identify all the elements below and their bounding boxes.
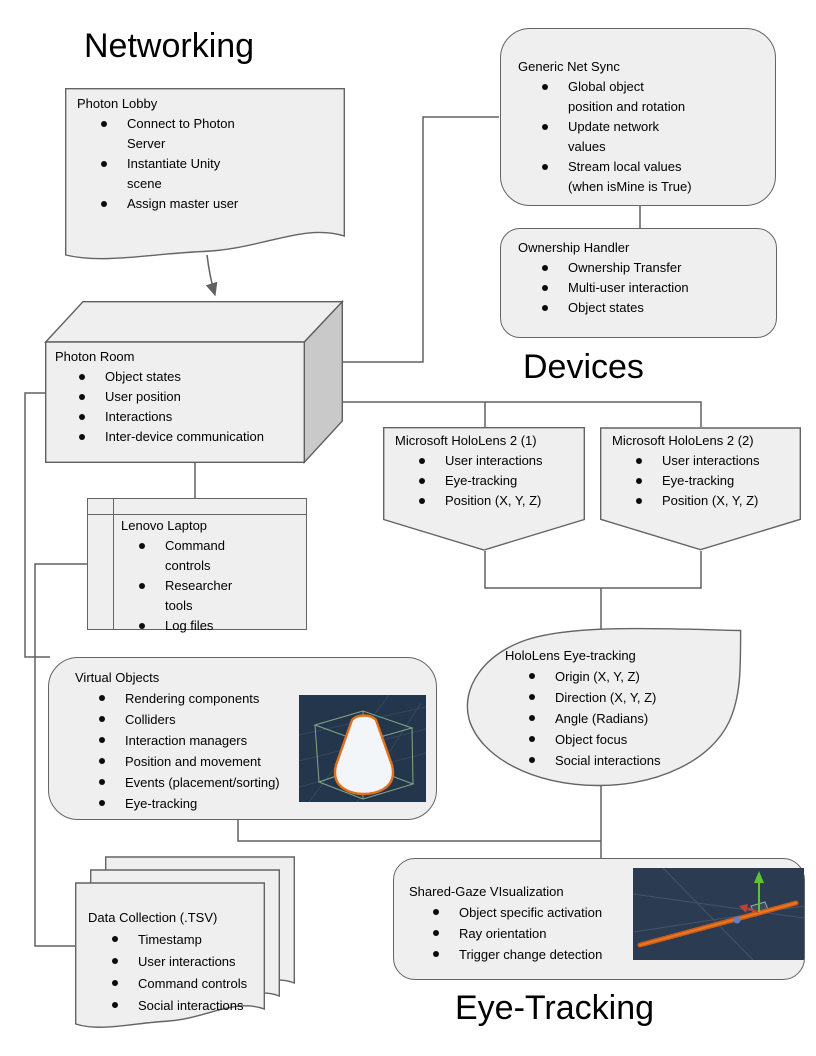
bullet-text: Researcher tools <box>165 578 233 613</box>
bullet-item <box>419 451 594 471</box>
bullet-item <box>99 793 324 814</box>
node-ownership-handler <box>500 228 777 338</box>
connector-room-to-hololens <box>343 402 701 427</box>
bullet-dot <box>529 757 535 763</box>
bullet-text: Command controls <box>138 976 248 991</box>
bullet-dot <box>112 958 118 964</box>
node-data-collection <box>75 855 295 1035</box>
node-hololens-2 <box>600 427 801 551</box>
bullet-dot <box>79 374 85 380</box>
bullet-dot <box>112 1002 118 1008</box>
bullet-text: Update network values <box>568 119 660 154</box>
node-photon-lobby <box>65 88 345 265</box>
bullet-item <box>542 117 692 157</box>
bullet-item <box>99 730 324 751</box>
bullet-text: Object focus <box>555 732 628 747</box>
bullet-item <box>79 407 309 427</box>
bullet-dot <box>79 434 85 440</box>
bullet-dot <box>529 715 535 721</box>
bullet-item <box>419 471 594 491</box>
bullet-item <box>529 708 729 729</box>
node-title: Photon Lobby <box>77 96 158 111</box>
node-title: Shared-Gaze VIsualization <box>409 884 564 899</box>
bullet-dot <box>139 583 145 589</box>
bullet-text: Command controls <box>165 538 225 573</box>
bullet-item <box>101 114 253 154</box>
gizmo-blue-handle <box>734 917 741 924</box>
bullet-dot <box>529 694 535 700</box>
bullet-item <box>529 729 729 750</box>
bullet-text: Ray orientation <box>459 926 547 941</box>
bullet-text: User interactions <box>138 954 236 969</box>
bullet-text: Object states <box>568 300 644 315</box>
bullet-text: Social interactions <box>555 753 661 768</box>
bullet-dot <box>101 161 107 167</box>
bullet-text: User position <box>105 389 181 404</box>
bullet-item <box>542 298 722 318</box>
bullet-text: Timestamp <box>138 932 202 947</box>
bullet-dot <box>99 716 105 722</box>
bullet-item <box>636 451 811 471</box>
bullet-dot <box>542 305 548 311</box>
bullet-text: User interactions <box>662 453 760 468</box>
bullet-dot <box>433 951 439 957</box>
bullet-dot <box>419 458 425 464</box>
bullet-text: Object states <box>105 369 181 384</box>
bullet-dot <box>79 414 85 420</box>
bullet-item <box>99 688 324 709</box>
section-heading-networking: Networking <box>84 27 255 65</box>
bullet-list <box>112 929 277 1017</box>
bullet-item <box>99 772 324 793</box>
bullet-text: Position (X, Y, Z) <box>662 493 759 508</box>
internal-storage-top-line <box>88 514 306 515</box>
node-lenovo-laptop <box>87 498 307 633</box>
bullet-item <box>636 471 811 491</box>
bullet-item <box>99 751 324 772</box>
bullet-item <box>99 709 324 730</box>
bullet-list <box>542 77 692 197</box>
bullet-dot <box>529 736 535 742</box>
bullet-text: Rendering components <box>125 691 260 706</box>
node-generic-net-sync <box>500 28 776 206</box>
bullet-item <box>419 491 594 511</box>
bullet-text: Interaction managers <box>125 733 248 748</box>
bullet-dot <box>139 623 145 629</box>
bullet-item <box>529 750 729 771</box>
bullet-list <box>542 258 722 318</box>
bullet-text: Multi-user interaction <box>568 280 689 295</box>
node-virtual-objects <box>48 657 437 820</box>
bullet-dot <box>542 84 548 90</box>
bullet-dot <box>542 265 548 271</box>
bullet-dot <box>99 758 105 764</box>
bullet-dot <box>99 737 105 743</box>
bullet-text: Origin (X, Y, Z) <box>555 669 640 684</box>
bullet-list <box>99 688 324 814</box>
bullet-item <box>542 278 722 298</box>
bullet-text: Eye-tracking <box>125 796 198 811</box>
node-title: Virtual Objects <box>75 670 160 685</box>
bullet-item <box>112 951 277 973</box>
bullet-dot <box>542 285 548 291</box>
bullet-dot <box>636 498 642 504</box>
bullet-text: Position (X, Y, Z) <box>445 493 542 508</box>
bullet-text: Eye-tracking <box>662 473 735 488</box>
bullet-dot <box>99 695 105 701</box>
bullet-text: Interactions <box>105 409 173 424</box>
section-heading-eye-tracking: Eye-Tracking <box>455 989 655 1027</box>
bullet-item <box>542 77 692 117</box>
bullet-list <box>419 451 594 511</box>
bullet-item <box>542 258 722 278</box>
bullet-dot <box>433 930 439 936</box>
bullet-text: Inter-device communication <box>105 429 264 444</box>
node-shared-gaze <box>393 858 805 980</box>
bullet-item <box>529 666 729 687</box>
node-title: Data Collection (.TSV) <box>88 910 218 925</box>
section-heading-devices: Devices <box>523 348 644 386</box>
connector-hololens-join <box>485 551 701 588</box>
bullet-list <box>101 114 253 214</box>
bullet-text: Assign master user <box>127 196 239 211</box>
node-title: Ownership Handler <box>518 240 630 255</box>
bullet-dot <box>529 673 535 679</box>
bullet-text: Direction (X, Y, Z) <box>555 690 657 705</box>
bullet-list <box>79 367 309 447</box>
bullet-text: Social interactions <box>138 998 244 1013</box>
node-title: HoloLens Eye-tracking <box>505 648 636 663</box>
bullet-item <box>112 973 277 995</box>
bullet-list <box>139 536 244 636</box>
bullet-dot <box>101 121 107 127</box>
bullet-dot <box>636 458 642 464</box>
node-title: Microsoft HoloLens 2 (1) <box>395 433 537 448</box>
connector-room-to-netsync <box>343 117 499 362</box>
bullet-text: Eye-tracking <box>445 473 518 488</box>
bullet-item <box>542 157 692 197</box>
connector-virtualobjects-to-sharedgaze <box>238 820 601 841</box>
bullet-text: Stream local values (when isMine is True) <box>568 159 692 194</box>
bullet-dot <box>99 800 105 806</box>
bullet-text: User interactions <box>445 453 543 468</box>
bullet-dot <box>101 201 107 207</box>
bullet-item <box>112 995 277 1017</box>
bullet-item <box>79 427 309 447</box>
bullet-text: Ownership Transfer <box>568 260 682 275</box>
bullet-text: Angle (Radians) <box>555 711 649 726</box>
bullet-text: Instantiate Unity scene <box>127 156 221 191</box>
bullet-text: Trigger change detection <box>459 947 603 962</box>
bullet-item <box>529 687 729 708</box>
bullet-dot <box>542 164 548 170</box>
bullet-item <box>79 367 309 387</box>
bullet-dot <box>419 498 425 504</box>
bullet-item <box>112 929 277 951</box>
bullet-item <box>139 536 244 576</box>
bullet-item <box>636 491 811 511</box>
bullet-dot <box>112 936 118 942</box>
bullet-text: Position and movement <box>125 754 261 769</box>
bullet-text: Log files <box>165 618 214 633</box>
bullet-list <box>636 451 811 511</box>
bullet-dot <box>79 394 85 400</box>
bullet-dot <box>542 124 548 130</box>
bullet-item <box>79 387 309 407</box>
bullet-dot <box>99 779 105 785</box>
bullet-item <box>139 616 244 636</box>
bullet-item <box>139 576 244 616</box>
bullet-dot <box>636 478 642 484</box>
shared-gaze-preview-image <box>633 868 804 960</box>
node-photon-room <box>45 301 343 463</box>
bullet-dot <box>139 543 145 549</box>
node-hololens-1 <box>383 427 585 551</box>
node-title: Photon Room <box>55 349 135 364</box>
bullet-dot <box>112 980 118 986</box>
node-title: Microsoft HoloLens 2 (2) <box>612 433 754 448</box>
virtual-object-preview-image <box>299 695 426 802</box>
bullet-dot <box>433 909 439 915</box>
bullet-item <box>101 194 253 214</box>
bullet-text: Global object position and rotation <box>568 79 686 114</box>
bullet-text: Object specific activation <box>459 905 603 920</box>
node-title: Generic Net Sync <box>518 59 620 74</box>
bullet-list <box>529 666 729 771</box>
bullet-text: Connect to Photon Server <box>127 116 235 151</box>
node-hololens-eye-tracking <box>463 628 742 788</box>
bullet-dot <box>419 478 425 484</box>
bullet-text: Colliders <box>125 712 176 727</box>
bullet-item <box>101 154 253 194</box>
internal-storage-left-line <box>113 499 114 629</box>
node-title: Lenovo Laptop <box>121 518 208 533</box>
bullet-text: Events (placement/sorting) <box>125 775 280 790</box>
